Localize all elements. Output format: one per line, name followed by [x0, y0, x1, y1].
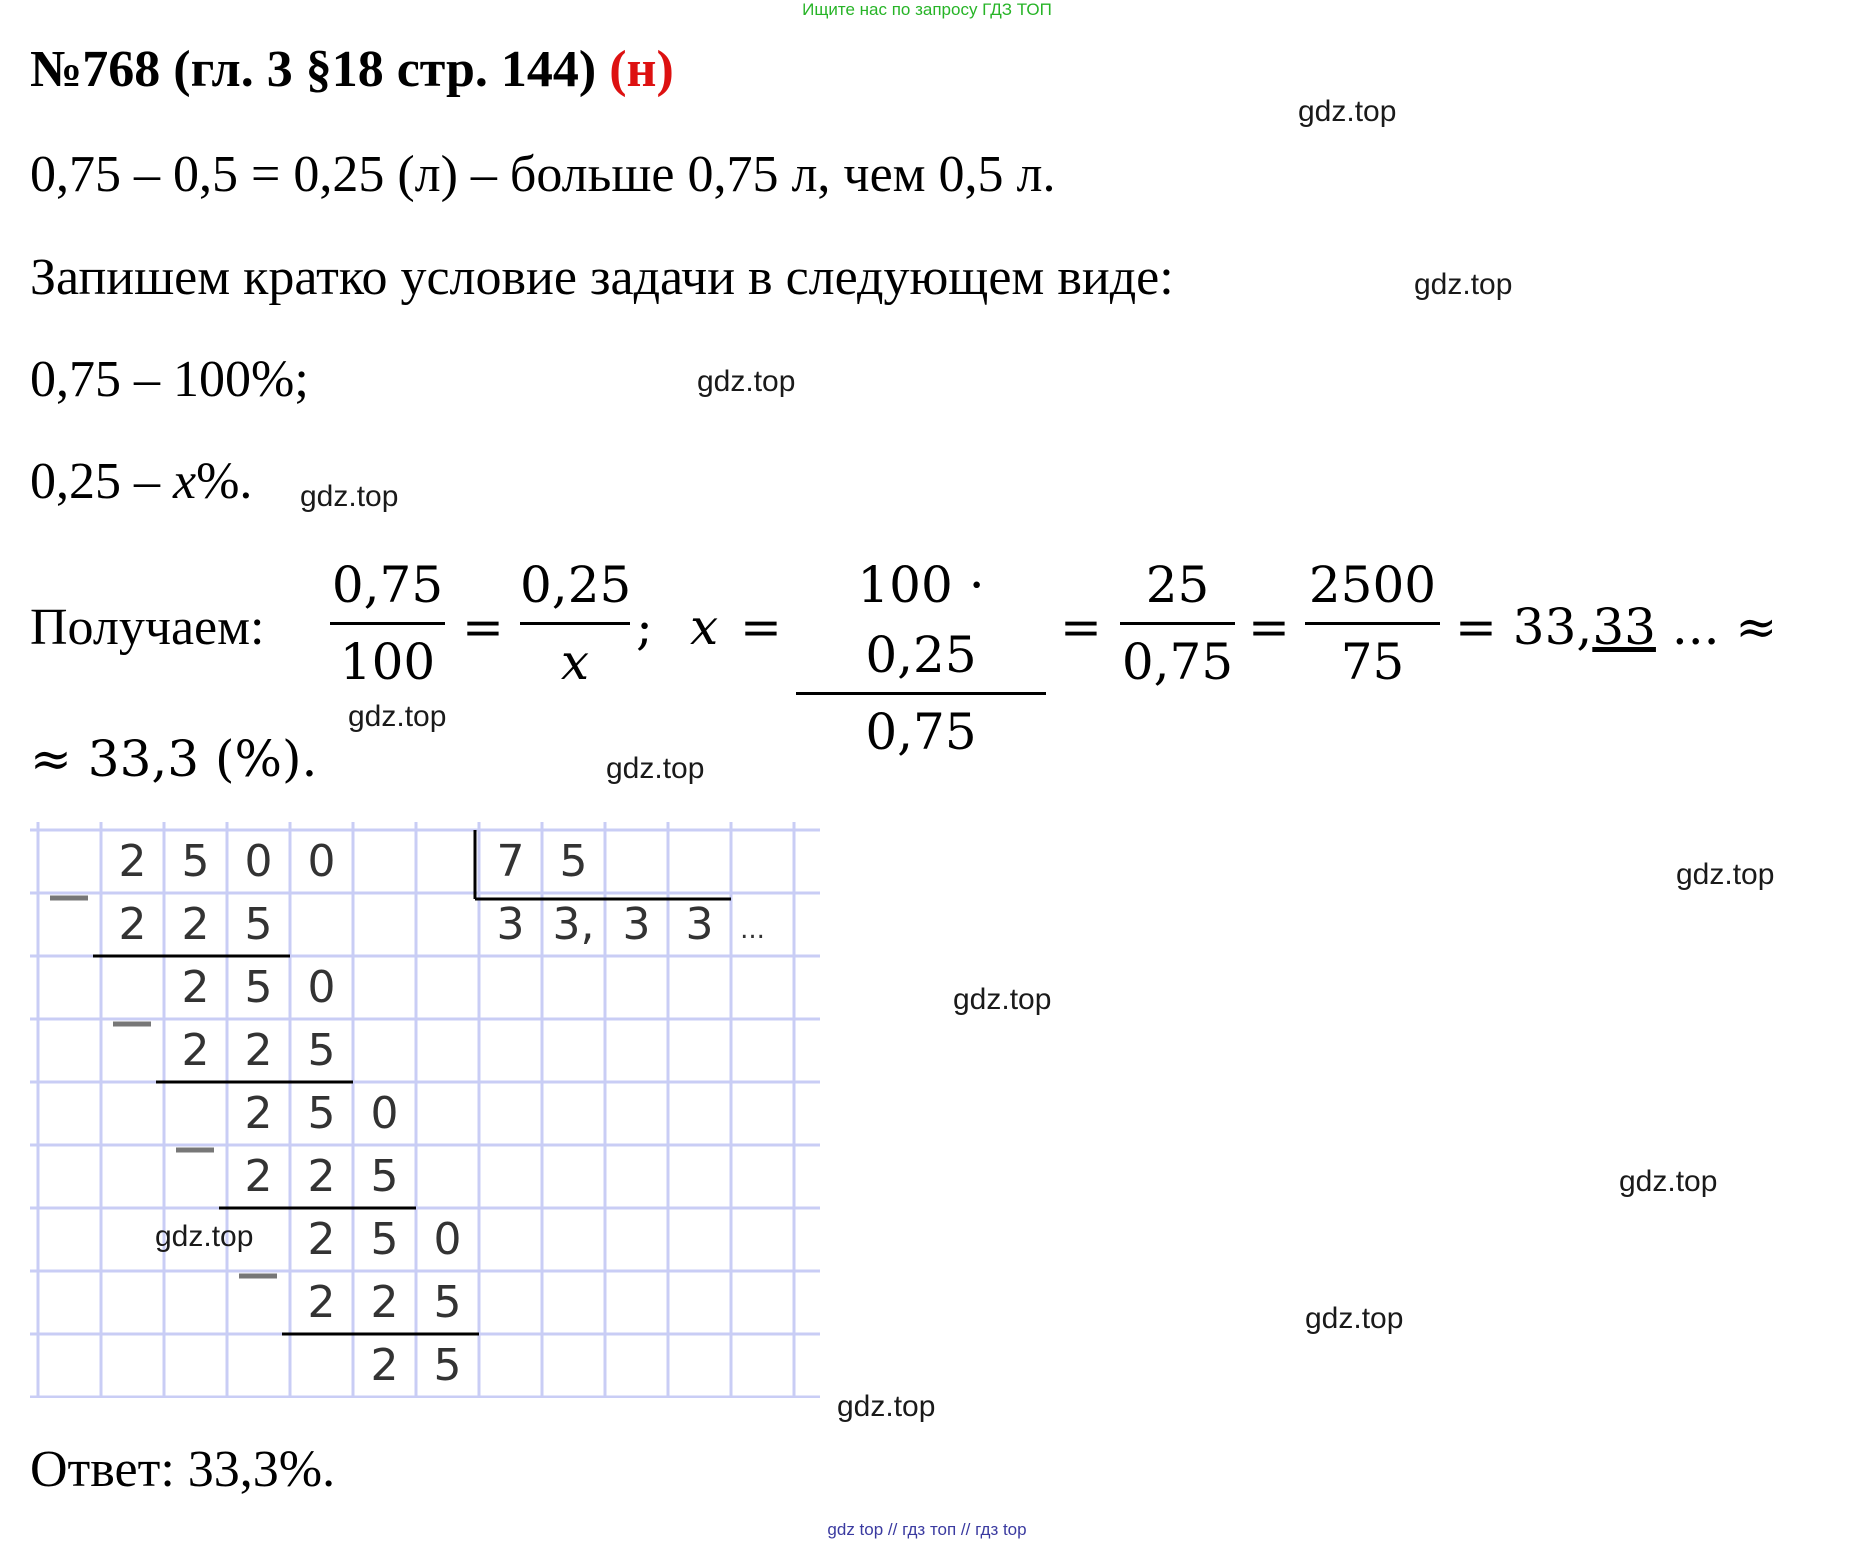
step-digit: 0: [433, 1214, 462, 1265]
step-digit: 5: [433, 1277, 462, 1328]
line-condition-2: [30, 452, 252, 511]
fraction-2-bar: [520, 622, 630, 625]
equals-1: =: [462, 598, 504, 656]
variable-x: x: [690, 598, 719, 656]
fraction-2: [520, 550, 630, 697]
step-digit: 0: [370, 1088, 399, 1139]
step-digit: 2: [181, 899, 210, 950]
divisor-digit: 5: [559, 836, 588, 887]
watermark: gdz.top: [837, 1390, 936, 1423]
quotient-digit: 3,: [552, 899, 595, 950]
fraction-4-bar: [1120, 622, 1235, 625]
step-digit: 2: [181, 1025, 210, 1076]
fraction-4-denominator: 0,75: [1121, 633, 1234, 691]
step-digit: 2: [118, 899, 147, 950]
step-digit: 5: [433, 1340, 462, 1391]
step-digit: 5: [370, 1214, 399, 1265]
line-condition-1: 0,75 – 100%;: [30, 351, 309, 408]
dividend-digit: 0: [307, 836, 336, 887]
condition-2-prefix: 0,25 –: [30, 453, 173, 510]
step-digit: 2: [244, 1151, 273, 1202]
watermark: gdz.top: [1676, 858, 1775, 891]
equals-2: =: [740, 598, 782, 656]
fraction-2-denominator: x: [560, 633, 590, 691]
result-suffix: ... ≈: [1671, 598, 1778, 656]
title-main: №768 (гл. 3 §18 стр. 144): [30, 41, 597, 98]
watermark: gdz.top: [155, 1220, 254, 1253]
semicolon: ;: [636, 598, 653, 656]
dividend-digit: 2: [118, 836, 147, 887]
formula-label: Получаем:: [30, 599, 265, 656]
step-digit: 2: [244, 1025, 273, 1076]
condition-2-suffix: %.: [196, 453, 253, 510]
fraction-4-numerator: 25: [1145, 556, 1210, 614]
fraction-1: [330, 550, 445, 697]
watermark: gdz.top: [606, 752, 705, 785]
step-digit: 2: [370, 1340, 399, 1391]
step-digit: 2: [370, 1277, 399, 1328]
quotient-digit: 3: [622, 899, 651, 950]
quotient-digit: 3: [496, 899, 525, 950]
line-rounded-result: ≈ 33,3 (%).: [30, 730, 318, 788]
step-digit: 5: [244, 962, 273, 1013]
step-digit: 5: [244, 899, 273, 950]
fraction-2-numerator: 0,25: [520, 556, 632, 614]
footer: gdz top // гдз топ // гдз top: [827, 1520, 1027, 1539]
quotient-digit: 3: [685, 899, 714, 950]
step-digit: 2: [307, 1151, 336, 1202]
step-digit: 2: [307, 1214, 336, 1265]
fraction-5-denominator: 75: [1340, 633, 1405, 691]
fraction-3-bar: [796, 692, 1046, 695]
result-repeating-digits: 33: [1592, 598, 1656, 656]
fraction-5-numerator: 2500: [1308, 556, 1437, 614]
watermark: gdz.top: [1414, 268, 1513, 301]
dividend-digit: 5: [181, 836, 210, 887]
quotient-ellipsis: ...: [740, 915, 765, 945]
fraction-1-denominator: 100: [339, 633, 436, 691]
step-digit: 5: [307, 1025, 336, 1076]
line-difference: 0,75 – 0,5 = 0,25 (л) – больше 0,75 л, чем 0,5 л.: [30, 146, 1056, 203]
step-digit: 2: [307, 1277, 336, 1328]
top-banner: Ищите нас по запросу ГДЗ ТОП: [802, 0, 1052, 19]
title-mark: (н): [609, 41, 674, 98]
fraction-3: [796, 550, 1046, 767]
watermark: gdz.top: [697, 365, 796, 398]
fraction-3-numerator: 100 · 0,25: [857, 556, 985, 684]
step-digit: 2: [181, 962, 210, 1013]
result: [1455, 598, 1777, 656]
watermark: gdz.top: [953, 983, 1052, 1016]
fraction-5: [1305, 550, 1440, 697]
fraction-4: [1120, 550, 1235, 697]
line-condition-intro: Запишем кратко условие задачи в следующем виде:: [30, 249, 1174, 306]
answer: Ответ: 33,3%.: [30, 1441, 336, 1498]
watermark: gdz.top: [1619, 1165, 1718, 1198]
equals-4: =: [1248, 598, 1290, 656]
fraction-5-bar: [1305, 622, 1440, 625]
step-digit: 2: [244, 1088, 273, 1139]
watermark: gdz.top: [1298, 95, 1397, 128]
watermark: gdz.top: [348, 700, 447, 733]
dividend-digit: 0: [244, 836, 273, 887]
fraction-1-numerator: 0,75: [331, 556, 444, 614]
divisor-digit: 7: [496, 836, 525, 887]
step-digit: 0: [307, 962, 336, 1013]
page-title: [30, 40, 674, 99]
watermark: gdz.top: [1305, 1302, 1404, 1335]
long-division: [30, 822, 820, 1403]
result-prefix: = 33,: [1455, 598, 1593, 656]
step-digit: 5: [370, 1151, 399, 1202]
equals-3: =: [1060, 598, 1102, 656]
step-digit: 5: [307, 1088, 336, 1139]
fraction-3-denominator: 0,75: [865, 703, 977, 761]
watermark: gdz.top: [300, 480, 399, 513]
fraction-1-bar: [330, 622, 445, 625]
condition-2-variable: x: [173, 453, 197, 510]
